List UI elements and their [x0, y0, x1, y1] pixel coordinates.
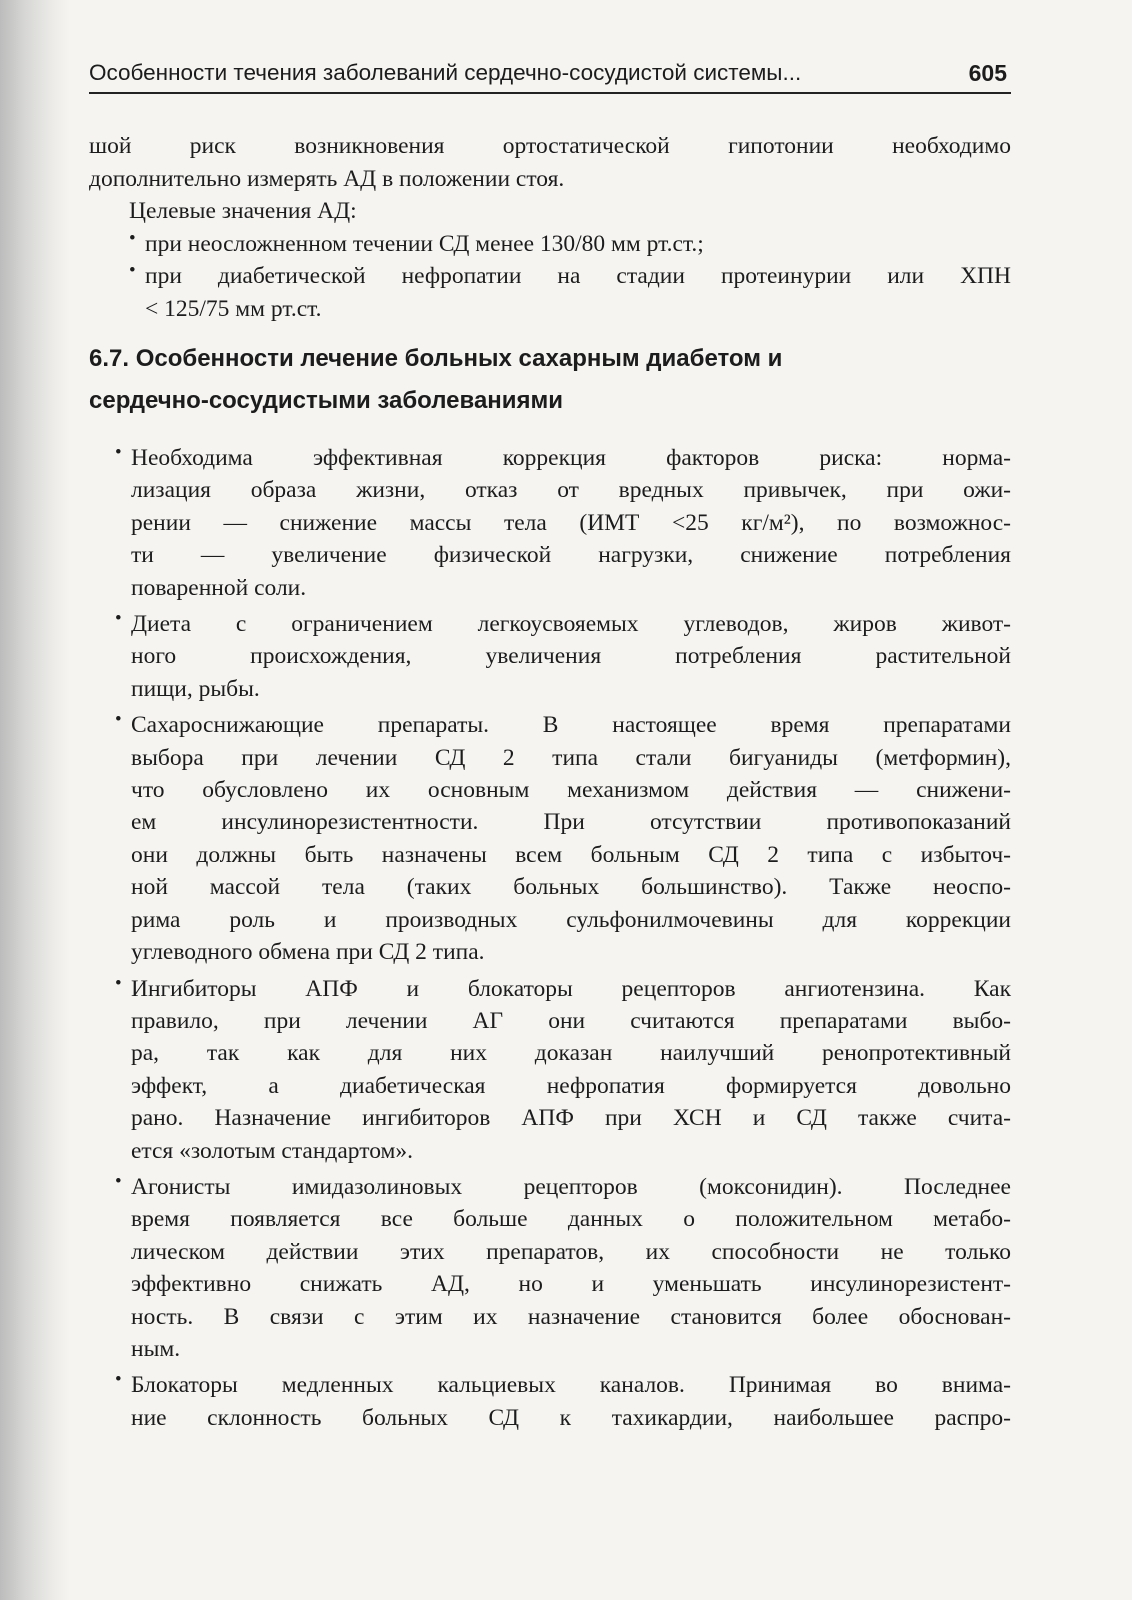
text-line: поваренной соли. [131, 574, 307, 601]
heading-line: сердечно-сосудистыми заболеваниями [89, 387, 564, 414]
text-line: ем инсулинорезистентности. При отсутствии противопоказаний [131, 809, 1011, 836]
text-line: при неосложненном течении СД менее 130/80 мм рт.ст.; [145, 230, 704, 257]
text-line: пищи, рыбы. [131, 675, 260, 702]
text-line: эффективно снижать АД, но и уменьшать инсулинорезистент- [131, 1271, 1011, 1298]
text-line: эффект, а диабетическая нефропатия формируется довольно [131, 1072, 1011, 1099]
list-item [89, 608, 1011, 705]
text-line: ти — увеличение физической нагрузки, снижение потребления [131, 542, 1011, 569]
text-line: Блокаторы медленных кальциевых каналов. Принимая во внима- [131, 1372, 1011, 1399]
text-line: выбора при лечении СД 2 типа стали бигуаниды (метформин), [131, 744, 1011, 771]
text-line: что обусловлено их основным механизмом действия — снижени- [131, 777, 1011, 804]
bullet-icon: • [129, 227, 136, 249]
text-line: ется «золотым стандартом». [131, 1137, 413, 1164]
text-line: ра, так как для них доказан наилучший ренопротективный [131, 1040, 1011, 1067]
book-page [89, 56, 1011, 1438]
text-line: < 125/75 мм рт.ст. [145, 295, 322, 322]
text-line: ность. В связи с этим их назначение становится более обоснован- [131, 1303, 1011, 1330]
list-item [89, 1171, 1011, 1365]
running-header [89, 56, 1011, 94]
treatment-list [89, 442, 1011, 1434]
text-line: лическом действии этих препаратов, их способности не только [131, 1238, 1011, 1265]
text-line: при диабетической нефропатии на стадии протеинурии или ХПН [145, 263, 1011, 289]
bullet-icon: • [115, 709, 122, 731]
bullet-icon: • [115, 442, 122, 463]
bullet-icon: • [115, 1170, 122, 1192]
text-line: они должны быть назначены всем больным СД 2 типа с избыточ- [131, 841, 1011, 868]
text-line: Ингибиторы АПФ и блокаторы рецепторов ангиотензина. Как [131, 975, 1011, 1002]
page-number: 605 [968, 60, 1007, 86]
bullet-icon: • [115, 972, 122, 994]
text-line: ние склонность больных СД к тахикардии, наибольшее распро- [131, 1404, 1011, 1431]
text-line: ной массой тела (таких больных большинство). Также неоспо- [131, 874, 1011, 901]
bullet-icon: • [129, 260, 136, 281]
target-value-item [89, 228, 1011, 261]
text-line: ного происхождения, увеличения потребления растительной [131, 643, 1011, 670]
heading-line: 6.7. Особенности лечение больных сахарным диабетом и [89, 345, 783, 372]
text-line: ным. [131, 1335, 181, 1362]
target-value-item [89, 260, 1011, 325]
text-line: шой риск возникновения ортостатической гипотонии необходимо [89, 133, 1011, 159]
text-line: Агонисты имидазолиновых рецепторов (моксонидин). Последнее [131, 1173, 1011, 1200]
text-line: дополнительно измерять АД в положении стоя. [89, 165, 565, 192]
text-line: правило, при лечении АГ они считаются препаратами выбо- [131, 1007, 1011, 1034]
list-item [89, 1369, 1011, 1434]
bullet-icon: • [115, 1369, 122, 1391]
book-spine-shadow [0, 0, 70, 1600]
text-line: Диета с ограничением легкоусвояемых углеводов, жиров живот- [131, 611, 1011, 638]
list-item [89, 973, 1011, 1167]
text-line: рении — снижение массы тела (ИМТ <25 кг/м²), по возможнос- [131, 509, 1011, 536]
list-item [89, 709, 1011, 968]
text-line: рима роль и производных сульфонилмочевины для коррекции [131, 906, 1011, 933]
bullet-icon: • [115, 608, 122, 630]
text-line: углеводного обмена при СД 2 типа. [131, 939, 485, 966]
intro-paragraph [89, 130, 1011, 325]
text-line: время появляется все больше данных о положительном метабо- [131, 1206, 1011, 1233]
text-line: Необходима эффективная коррекция факторов риска: норма- [131, 445, 1011, 471]
text-line: лизация образа жизни, отказ от вредных привычек, при ожи- [131, 477, 1011, 504]
text-line: Сахароснижающие препараты. В настоящее время препаратами [131, 712, 1011, 739]
section-heading [89, 338, 1011, 422]
running-title: Особенности течения заболеваний сердечно-сосудистой системы... [89, 60, 802, 85]
list-item [89, 442, 1011, 604]
target-values-label: Целевые значения АД: [129, 198, 357, 224]
text-line: рано. Назначение ингибиторов АПФ при ХСН и СД также счита- [131, 1105, 1011, 1132]
